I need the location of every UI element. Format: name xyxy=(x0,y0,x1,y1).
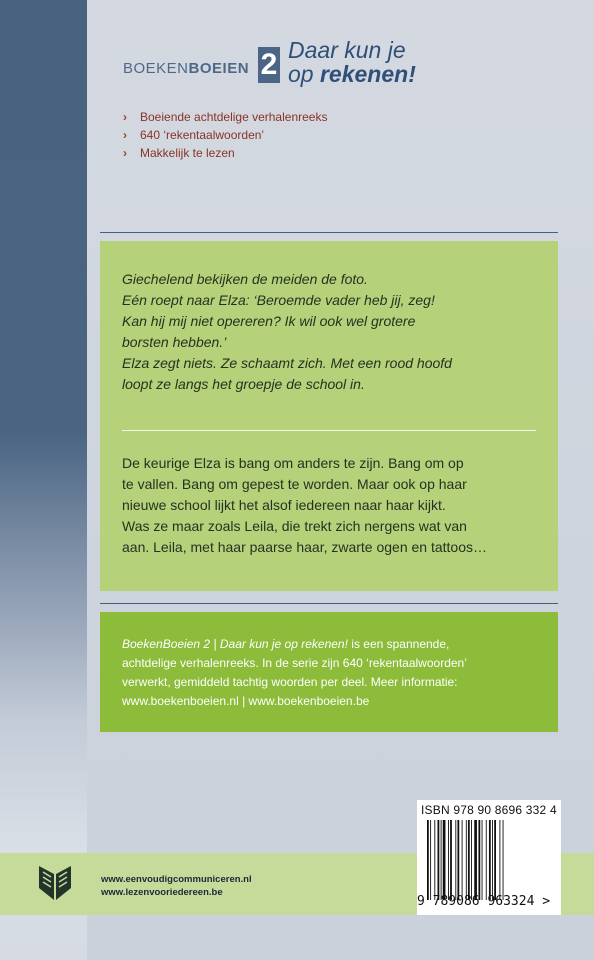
series-info-box xyxy=(100,612,558,732)
series-tagline: Daar kun je op rekenen! xyxy=(288,37,416,87)
feature-item: › 640 ‘rekentaalwoorden’ xyxy=(123,128,265,142)
chevron-right-icon: › xyxy=(123,110,127,124)
spine-stripe xyxy=(0,0,87,960)
series-brand: BOEKENBOEIEN xyxy=(123,60,250,77)
series-number-badge: 2 xyxy=(258,47,280,83)
chevron-right-icon: › xyxy=(123,128,127,142)
publisher-logo-icon xyxy=(38,862,72,902)
feature-item: › Makkelijk te lezen xyxy=(123,146,235,160)
story-description: De keurige Elza is bang om anders te zijn. Bang om op te vallen. Bang om gepest te worden. Maar ook op haar nieuwe school lijkt het alsof iedereen naar haar kijkt. Was ze maar zoals Leila, die trekt zich nergens wat van aan. Leila, met haar paarse haar, zwarte ogen en tattoos… xyxy=(122,455,488,555)
middle-rule xyxy=(100,603,558,604)
isbn-barcode xyxy=(417,800,561,915)
publisher-urls: www.eenvoudigcommuniceren.nl www.lezenvooriedereen.be xyxy=(101,874,252,898)
series-blurb: BoekenBoeien 2 | Daar kun je op rekenen! is een spannende, achtdelige verhalenreeks. In de serie zijn 640 ‘rekentaalwoorden’ verwerkt, gemiddeld tachtig woorden per deel. Meer informatie: www.boekenboeien.nl | www.boekenboeien.be xyxy=(122,637,467,708)
top-rule xyxy=(100,232,558,233)
barcode-bars xyxy=(427,820,549,900)
barcode-digits: 9 789086 963324 > xyxy=(417,894,551,909)
excerpt-divider xyxy=(122,430,536,431)
feature-item: › Boeiende achtdelige verhalenreeks xyxy=(123,110,328,124)
isbn-label: ISBN 978 90 8696 332 4 xyxy=(421,803,557,817)
chevron-right-icon: › xyxy=(123,146,127,160)
excerpt-box xyxy=(100,241,558,591)
story-excerpt: Giechelend bekijken de meiden de foto. Eén roept naar Elza: ‘Beroemde vader heb jij, zeg! Kan hij mij niet opereren? Ik wil ook wel grotere borsten hebben.’ Elza zegt niets. Ze schaamt zich. Met een rood hoofd loopt ze langs het groepje de school in. xyxy=(122,271,452,392)
feature-list xyxy=(123,108,327,162)
